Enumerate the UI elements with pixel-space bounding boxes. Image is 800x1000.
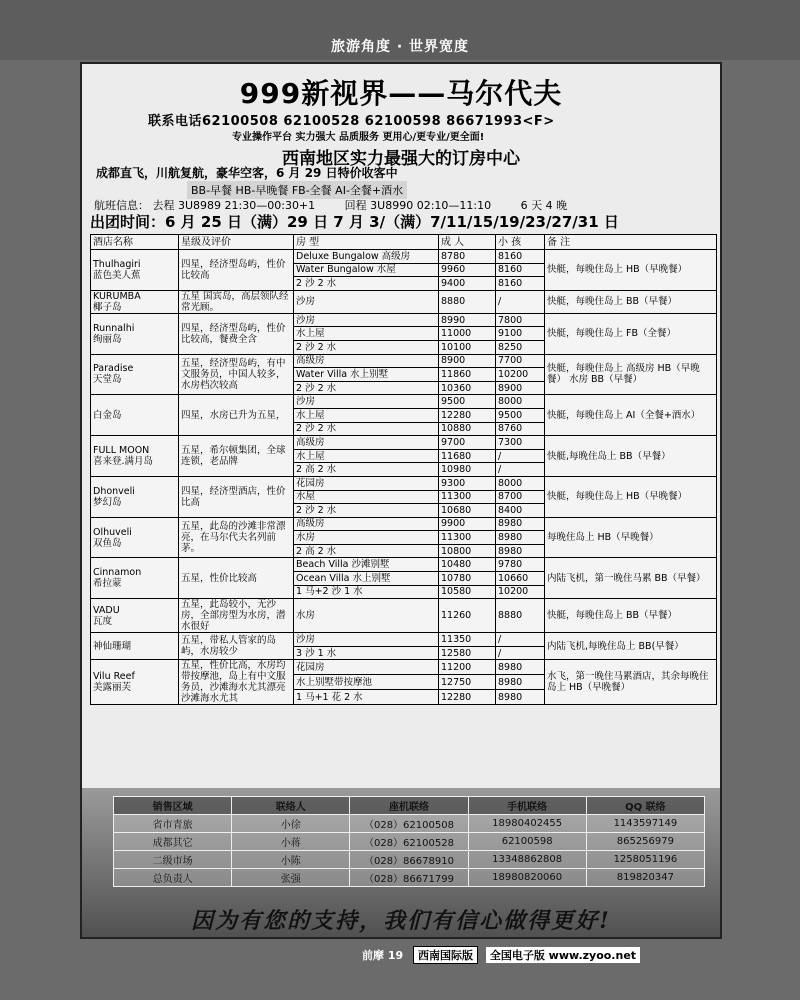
adult-price: 8900 <box>439 354 496 368</box>
adult-price: 10980 <box>439 463 496 477</box>
hotel-name: KURUMBA 椰子岛 <box>91 290 179 313</box>
hotel-note: 快艇，每晚住岛上 BB（早餐） <box>545 290 717 313</box>
child-price: 8980 <box>496 690 545 705</box>
hotel-name: 白金岛 <box>91 395 179 436</box>
room-type: 沙房 <box>294 633 439 647</box>
adult-price: 11300 <box>439 531 496 545</box>
adult-price: 11680 <box>439 449 496 463</box>
table-row <box>91 395 717 409</box>
room-type: Deluxe Bungalow 高级房 <box>294 250 439 264</box>
contact-cell: 1143597149 <box>586 815 704 833</box>
hotel-name: VADU 瓦度 <box>91 599 179 633</box>
room-type: 2 沙 2 水 <box>294 381 439 395</box>
contact-cell: 18980820060 <box>468 869 586 887</box>
contact-cell: 张强 <box>232 869 350 887</box>
hotel-note: 快艇,每晚住岛上 BB（早餐） <box>545 436 717 477</box>
room-type: 高级房 <box>294 436 439 450</box>
child-price: 9780 <box>496 558 545 572</box>
room-type: 沙房 <box>294 290 439 313</box>
child-price: 8980 <box>496 531 545 545</box>
child-price: / <box>496 449 545 463</box>
adult-price: 9700 <box>439 436 496 450</box>
adult-price: 9300 <box>439 476 496 490</box>
page-footer <box>362 946 640 964</box>
hotel-rating: 五星 国宾岛，高层领队经常光顾。 <box>179 290 294 313</box>
child-price: / <box>496 463 545 477</box>
child-price: 8980 <box>496 544 545 558</box>
flight-back: 回程 3U8990 02:10—11:10 <box>344 199 492 212</box>
page-title: 999新视界——马尔代夫 <box>239 77 563 110</box>
center-title: 西南地区实力最强大的订房中心 <box>282 149 520 169</box>
table-row <box>91 660 717 675</box>
meal-codes: BB-早餐 HB-早晚餐 FB-全餐 AI-全餐+酒水 <box>187 181 407 199</box>
adult-price: 10360 <box>439 381 496 395</box>
contact-row <box>114 815 705 833</box>
room-type: 水上屋 <box>294 327 439 341</box>
adult-price: 12280 <box>439 690 496 705</box>
child-price: 8760 <box>496 422 545 436</box>
hotel-note: 水飞，第一晚住马累酒店，其余每晚住岛上 HB（早晚餐） <box>545 660 717 705</box>
adult-price: 11000 <box>439 327 496 341</box>
table-row <box>91 250 717 264</box>
slogan: 旅游角度 · 世界宽度 <box>330 39 470 55</box>
advert-frame <box>80 62 722 939</box>
room-type: 2 高 2 水 <box>294 463 439 477</box>
adult-price: 12280 <box>439 408 496 422</box>
hotel-note: 每晚住岛上 HB（早晚餐） <box>545 517 717 558</box>
child-price: 8980 <box>496 675 545 690</box>
column-header: 成 人 <box>439 235 496 250</box>
child-price: 8980 <box>496 660 545 675</box>
adult-price: 10880 <box>439 422 496 436</box>
hotel-rating: 五星，希尔顿集团，全球连锁，老品牌 <box>179 436 294 477</box>
child-price: / <box>496 646 545 660</box>
contact-cell: 总负责人 <box>114 869 232 887</box>
room-type: 高级房 <box>294 517 439 531</box>
motto: 因为有您的支持，我们有信心做得更好! <box>191 908 611 934</box>
hotel-rating: 五星，经济型岛屿，有中文服务员，中国人较多，水房档次较高 <box>179 354 294 395</box>
contact-cell: 62100598 <box>468 833 586 851</box>
room-type: 沙房 <box>294 395 439 409</box>
adult-price: 8990 <box>439 313 496 327</box>
adult-price: 11860 <box>439 368 496 382</box>
adult-price: 11200 <box>439 660 496 675</box>
contact-cell: 1258051196 <box>586 851 704 869</box>
table-row <box>91 558 717 572</box>
column-header: 房 型 <box>294 235 439 250</box>
child-price: 8000 <box>496 476 545 490</box>
contact-row <box>114 851 705 869</box>
hotel-rating: 五星，性价比较高 <box>179 558 294 599</box>
child-price: 8160 <box>496 277 545 291</box>
hotel-rating: 五星，此岛的沙滩非常漂亮，在马尔代夫名列前茅。 <box>179 517 294 558</box>
child-price: 10660 <box>496 572 545 586</box>
flight-label: 航班信息： <box>94 199 149 212</box>
adult-price: 10100 <box>439 340 496 354</box>
contact-row <box>114 833 705 851</box>
adult-price: 8880 <box>439 290 496 313</box>
table-row <box>91 633 717 647</box>
page-number: 前摩 19 <box>362 949 404 962</box>
room-type: 水房 <box>294 531 439 545</box>
column-header: 酒店名称 <box>91 235 179 250</box>
child-price: 7300 <box>496 436 545 450</box>
table-row <box>91 313 717 327</box>
adult-price: 11300 <box>439 490 496 504</box>
adult-price: 10480 <box>439 558 496 572</box>
hotel-note: 快艇，每晚住岛上 HB（早晚餐） <box>545 476 717 517</box>
contact-cell: （028）86671799 <box>350 869 468 887</box>
room-type: 花园房 <box>294 660 439 675</box>
hotel-rating: 四星，水房已升为五星， <box>179 395 294 436</box>
room-type: 高级房 <box>294 354 439 368</box>
contact-column-header: 手机联络 <box>468 797 586 815</box>
room-type: 水房 <box>294 599 439 633</box>
contact-cell: 成都其它 <box>114 833 232 851</box>
contact-cell: 小蒋 <box>232 833 350 851</box>
adult-price: 12580 <box>439 646 496 660</box>
hotel-name: Olhuveli 双鱼岛 <box>91 517 179 558</box>
table-row <box>91 354 717 368</box>
adult-price: 8780 <box>439 250 496 264</box>
hotel-name: Dhonveli 梦幻岛 <box>91 476 179 517</box>
room-type: 水上别墅带按摩池 <box>294 675 439 690</box>
child-price: 8880 <box>496 599 545 633</box>
contact-cell: 18980402455 <box>468 815 586 833</box>
child-price: 7800 <box>496 313 545 327</box>
column-header: 小 孩 <box>496 235 545 250</box>
hotel-rating: 五星，带私人管家的岛屿，水房较少 <box>179 633 294 660</box>
contact-cell: （028）86678910 <box>350 851 468 869</box>
departure-dates: 出团时间：6 月 25 日（满）29 日 7 月 3/（满）7/11/15/19/23/27/31 日 <box>90 213 619 231</box>
contact-cell: （028）62100508 <box>350 815 468 833</box>
child-price: 8000 <box>496 395 545 409</box>
room-type: 2 沙 2 水 <box>294 422 439 436</box>
contact-phones: 联系电话62100508 62100528 62100598 86671993<F> <box>148 114 555 129</box>
adult-price: 10680 <box>439 504 496 518</box>
room-type: 2 沙 2 水 <box>294 504 439 518</box>
adult-price: 9960 <box>439 263 496 277</box>
hotel-note: 内陆飞机，第一晚住马累 BB（早餐） <box>545 558 717 599</box>
adult-price: 9500 <box>439 395 496 409</box>
hotel-name: Thulhagiri 蓝色美人蕉 <box>91 250 179 291</box>
child-price: 9500 <box>496 408 545 422</box>
child-price: 10200 <box>496 368 545 382</box>
contact-column-header: 联络人 <box>232 797 350 815</box>
column-header: 备 注 <box>545 235 717 250</box>
hotel-rating: 四星，经济型酒店，性价比高 <box>179 476 294 517</box>
promo-text: 成都直飞，川航复航，豪华空客，6 月 29 日特价收客中 <box>96 166 398 180</box>
hotel-name: Vilu Reef 美露丽芙 <box>91 660 179 705</box>
hotel-name: Paradise 天堂岛 <box>91 354 179 395</box>
child-price: 8160 <box>496 250 545 264</box>
child-price: 9100 <box>496 327 545 341</box>
child-price: 10200 <box>496 585 545 599</box>
child-price: 7700 <box>496 354 545 368</box>
adult-price: 10800 <box>439 544 496 558</box>
child-price: / <box>496 633 545 647</box>
contact-table <box>113 796 705 887</box>
room-type: 1 马+1 花 2 水 <box>294 690 439 705</box>
hotel-name: FULL MOON 喜来登.满月岛 <box>91 436 179 477</box>
adult-price: 9400 <box>439 277 496 291</box>
room-type: 水上屋 <box>294 449 439 463</box>
adult-price: 11260 <box>439 599 496 633</box>
child-price: 8700 <box>496 490 545 504</box>
child-price: 8250 <box>496 340 545 354</box>
hotel-note: 快艇，每晚住岛上 高级房 HB（早晚餐） 水房 BB（早餐） <box>545 354 717 395</box>
hotel-rating: 四星，经济型岛屿，性价比较高，餐费全含 <box>179 313 294 354</box>
room-type: Ocean Villa 水上别墅 <box>294 572 439 586</box>
room-type: 水上屋 <box>294 408 439 422</box>
room-type: 花园房 <box>294 476 439 490</box>
adult-price: 12750 <box>439 675 496 690</box>
hotel-price-table <box>90 234 717 705</box>
hotel-rating: 四星，经济型岛屿，性价比较高 <box>179 250 294 291</box>
contact-section <box>82 788 720 939</box>
contact-cell: 小徐 <box>232 815 350 833</box>
contact-cell: （028）62100528 <box>350 833 468 851</box>
hotel-note: 快艇，每晚住岛上 AI（全餐+酒水） <box>545 395 717 436</box>
hotel-note: 快艇，每晚住岛上 HB（早晚餐） <box>545 250 717 291</box>
table-row <box>91 290 717 313</box>
child-price: / <box>496 290 545 313</box>
adult-price: 10780 <box>439 572 496 586</box>
table-row <box>91 476 717 490</box>
hotel-rating: 五星，性价比高，水房均带按摩池，岛上有中文服务员，沙滩海水尤其漂亮 沙滩海水尤其 <box>179 660 294 705</box>
hotel-note: 内陆飞机,每晚住岛上 BB(早餐） <box>545 633 717 660</box>
contact-cell: 省市青旅 <box>114 815 232 833</box>
room-type: 3 沙 1 水 <box>294 646 439 660</box>
room-type: Water Villa 水上别墅 <box>294 368 439 382</box>
adult-price: 11350 <box>439 633 496 647</box>
child-price: 8160 <box>496 263 545 277</box>
flight-days: 6 天 4 晚 <box>520 199 568 212</box>
edition-brand: 西南国际版 <box>413 946 478 964</box>
contact-cell: 二级市场 <box>114 851 232 869</box>
child-price: 8980 <box>496 517 545 531</box>
contact-header-row <box>114 797 705 815</box>
table-header-row <box>91 235 717 250</box>
edition-site: 全国电子版 www.zyoo.net <box>486 947 640 963</box>
contact-row <box>114 869 705 887</box>
room-type: 1 马+2 沙 1 水 <box>294 585 439 599</box>
table-row <box>91 436 717 450</box>
room-type: 2 高 2 水 <box>294 544 439 558</box>
contact-cell: 865256979 <box>586 833 704 851</box>
contact-cell: 819820347 <box>586 869 704 887</box>
child-price: 8400 <box>496 504 545 518</box>
room-type: 2 沙 2 水 <box>294 340 439 354</box>
hotel-rating: 五星，此岛较小，无沙房，全部房型为水房，潜水很好 <box>179 599 294 633</box>
room-type: Water Bungalow 水屋 <box>294 263 439 277</box>
hotel-note: 快艇，每晚住岛上 FB（全餐） <box>545 313 717 354</box>
column-header: 星级及评价 <box>179 235 294 250</box>
adult-price: 9900 <box>439 517 496 531</box>
hotel-name: Cinnamon 希拉蒙 <box>91 558 179 599</box>
adult-price: 10580 <box>439 585 496 599</box>
table-row <box>91 517 717 531</box>
hotel-name: Runnalhi 绚丽岛 <box>91 313 179 354</box>
child-price: 8900 <box>496 381 545 395</box>
contact-cell: 小陈 <box>232 851 350 869</box>
flight-out: 去程 3U8989 21:30—00:30+1 <box>152 199 316 212</box>
room-type: Beach Villa 沙滩别墅 <box>294 558 439 572</box>
contact-column-header: QQ 联络 <box>586 797 704 815</box>
contact-column-header: 销售区域 <box>114 797 232 815</box>
hotel-note: 快艇，每晚住岛上 BB（早餐） <box>545 599 717 633</box>
room-type: 水屋 <box>294 490 439 504</box>
contact-cell: 13348862808 <box>468 851 586 869</box>
room-type: 沙房 <box>294 313 439 327</box>
table-row <box>91 599 717 633</box>
hotel-name: 神仙珊瑚 <box>91 633 179 660</box>
tagline: 专业操作平台 实力强大 品质服务 更用心/更专业/更全面! <box>232 132 485 143</box>
contact-column-header: 座机联络 <box>350 797 468 815</box>
room-type: 2 沙 2 水 <box>294 277 439 291</box>
